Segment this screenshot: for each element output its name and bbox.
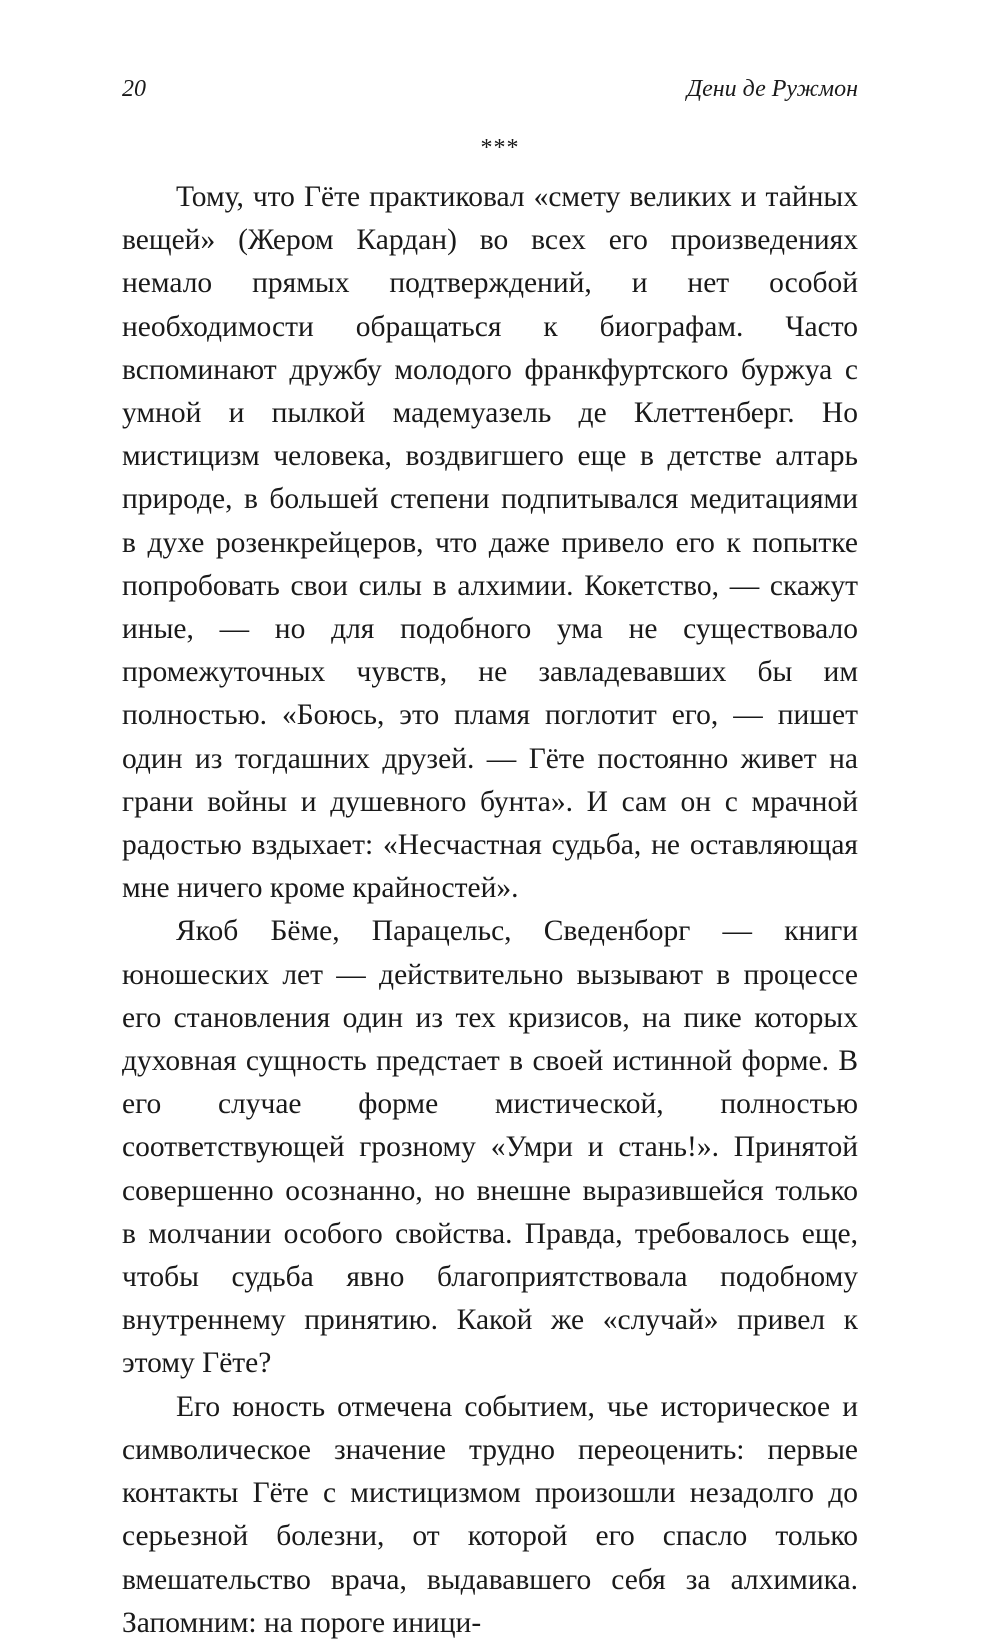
paragraph: Его юность отмечена событием, чье историческое и символическое значение трудно переоценить: первые контакты Гёте с мистицизмом произошли незадолго до серьезной болезни, от которой его спасло только вмешательство врача, выдававшего себя за алхимика. Запомним: на пороге иници- bbox=[122, 1390, 858, 1639]
section-divider: *** bbox=[480, 135, 520, 161]
running-header bbox=[122, 72, 858, 106]
page-number: 20 bbox=[122, 76, 146, 102]
paragraph: Якоб Бёме, Парацельс, Сведенборг — книги юношеских лет — действительно вызывают в процессе его становления один из тех кризисов, на пике которых духовная сущность предстает в своей истинной форме. В его случае форме мистической, полностью соответствующей грозному «Умри и стань!». Принятой совершенно осознанно, но внешне выразившейся только в молчании особого свойства. Правда, требовалось еще, чтобы судьба явно благоприятствовала подобному внутреннему принятию. Какой же «случай» привел к этому Гёте? bbox=[122, 915, 858, 1380]
paragraph: Тому, что Гёте практиковал «смету великих и тайных вещей» (Жером Кардан) во всех его произведениях немало прямых подтверждений, и нет особой необходимости обращаться к биографам. Часто вспоминают дружбу молодого франкфуртского буржуа с умной и пылкой мадемуазель де Клеттенберг. Но мистицизм человека, воздвигшего еще в детстве алтарь природе, в большей степени подпитывался медитациями в духе розенкрейцеров, что даже привело его к попытке попробовать свои силы в алхимии. Кокетство, — скажут иные, — но для подобного ума не существовало промежуточных чувств, не завладевавших бы им полностью. «Боюсь, это пламя поглотит его, — пишет один из тогдашних друзей. — Гёте постоянно живет на грани войны и душевного бунта». И сам он с мрачной радостью вздыхает: «Несчастная судьба, не оставляющая мне ничего кроме крайностей». bbox=[122, 181, 858, 905]
body-text bbox=[122, 176, 858, 1645]
running-header-author: Дени де Ружмон bbox=[686, 76, 858, 102]
